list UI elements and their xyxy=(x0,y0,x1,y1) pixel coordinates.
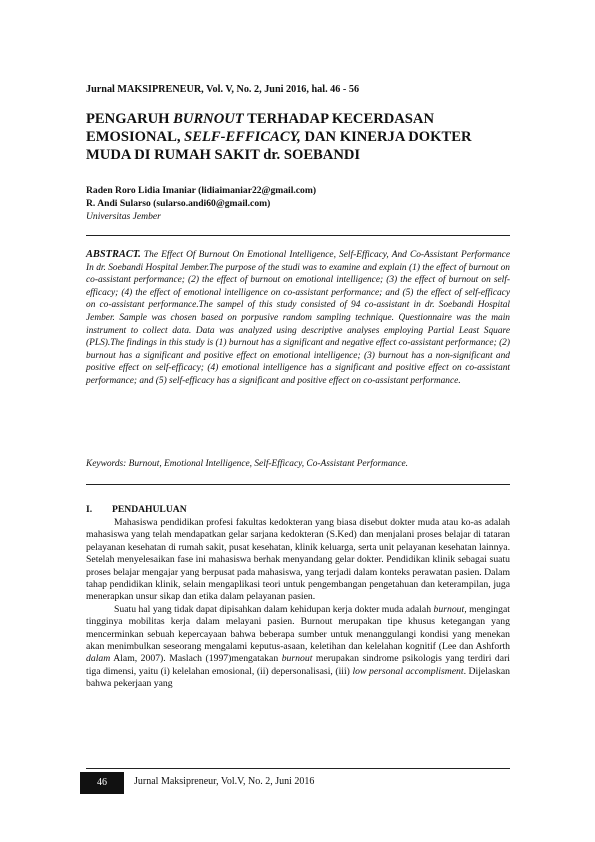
text-run-italic: dalam xyxy=(86,653,111,665)
title-part: PENGARUH xyxy=(86,111,174,127)
title-part-italic: SELF-EFFICACY, xyxy=(184,129,301,145)
paragraph xyxy=(86,604,510,691)
author-2: R. Andi Sularso (sularso.andi60@gmail.com) xyxy=(86,198,271,209)
footer-rule xyxy=(86,768,510,769)
text-run-italic: burnout, xyxy=(433,603,467,615)
text-run: Suatu hal yang tidak dapat dipisahkan dalam kehidupan kerja dokter muda adalah xyxy=(114,603,434,615)
paper-title xyxy=(86,110,516,164)
affiliation: Universitas Jember xyxy=(86,211,161,222)
abstract-label: ABSTRACT. xyxy=(86,249,141,260)
author-1: Raden Roro Lidia Imaniar (lidiaimaniar22@gmail.com) xyxy=(86,185,317,196)
section-title: PENDAHULUAN xyxy=(112,504,187,515)
author-block xyxy=(86,184,316,223)
abstract-top-rule xyxy=(86,235,510,236)
abstract-bottom-rule xyxy=(86,484,510,485)
page-number: 46 xyxy=(80,772,124,794)
title-part-italic: BURNOUT xyxy=(173,111,244,127)
paragraph: Mahasiswa pendidikan profesi fakultas kedokteran yang biasa disebut dokter muda atau ko-as adalah mahasiswa yang telah mendapatkan gelar sarjana kedokteran (S.Ked) dan menjalani proses belajar di tataran pelayanan kesehatan di rumah sakit, pusat kesehatan, klinik keluarga, serta unit pelayanan kesehatan lainnya. Setelah menyelesaikan fase ini mahasiswa berhak menyandang gelar dokter. Pendidikan klinik sebagai suatu proses belajar mengajar yang berpusat pada mahasiswa, yang terjadi dalam konteks perawatan pasien. Dalam tahap pendidikan klinik, selain mengaplikasi teori untuk pengembangan pengetahuan dan keterampilan, juga menerapkan unsur sikap dan etika dalam pelayanan pasien. xyxy=(86,517,510,603)
abstract-text: The Effect Of Burnout On Emotional Intelligence, Self-Efficacy, And Co-Assistant Performance In dr. Soebandi Hospital Jember.The purpose of the studi was to examine and explain (1) the effect of burnout on co-assistant performance; (2) the effect of burnout on emotional intelligence; (3) the effect of burnout on self-efficacy; (4) the effect of emotional intelligence on co-assistant performance; and (5) the effect of self-efficacy on co-assistant performance.The sampel of this study consisted of 94 co-assistant in dr. Soebandi Hospital Jember. Sample was chosen based on porpusive random sampling technique. Questionnaire was the main instrument to collect data. Data was analyzed using descriptive analyses employing Partial Least Square (PLS).The findings in this study is (1) burnout has a significant and negative effect co-assistant performance; (2) burnout has a significant and positive effect on emotional intelligence; (3) burnout has a non-significant and positive effect on self-efficacy; (4) emotional intelligence has a significant and positive effect on co-assistant performance; and (5) self-efficacy has a significant and positive effect on co-assistant performance. xyxy=(86,250,510,386)
abstract xyxy=(86,249,510,388)
text-run-italic: low personal accomplisment xyxy=(352,665,464,677)
section-number: I. xyxy=(86,504,93,515)
text-run: Alam, 2007). Maslach (1997)mengatakan xyxy=(110,653,282,665)
text-run: . Dijelaskan bahwa pekerjaan yang xyxy=(86,665,510,690)
body-text xyxy=(86,517,510,691)
text-run-italic: burnout xyxy=(281,653,313,665)
section-heading xyxy=(86,504,187,515)
keywords: Keywords: Burnout, Emotional Intelligence, Self-Efficacy, Co-Assistant Performance. xyxy=(86,459,408,469)
title-part: DAN KINERJA DOKTER MUDA DI RUMAH SAKIT dr. SOEBANDI xyxy=(86,129,472,163)
footer-text: Jurnal Maksipreneur, Vol.V, No. 2, Juni 2016 xyxy=(134,776,315,787)
journal-header: Jurnal MAKSIPRENEUR, Vol. V, No. 2, Juni 2016, hal. 46 - 56 xyxy=(86,84,360,95)
title-part: TERHADAP KECERDASAN EMOSIONAL, xyxy=(86,111,435,145)
text-run: merupakan sindrome psikologis yang terdiri dari tiga dimensi, yaitu (i) kelelahan emosional, (ii) depersonalisasi, (iii) xyxy=(86,653,510,677)
text-run: mengingat tingginya mobilitas kerja dalam melayani pasien. Burnout merupakan tipe khusus ketegangan yang mencerminkan sebuah kepercayaan bahwa beberapa sumber untuk menanggulangi kondisi yang menekan akan menimbulkan seseorang mengalami keputus-asaan, keletihan dan kelelahan kognitif (Lee dan Ashforth xyxy=(86,603,510,653)
